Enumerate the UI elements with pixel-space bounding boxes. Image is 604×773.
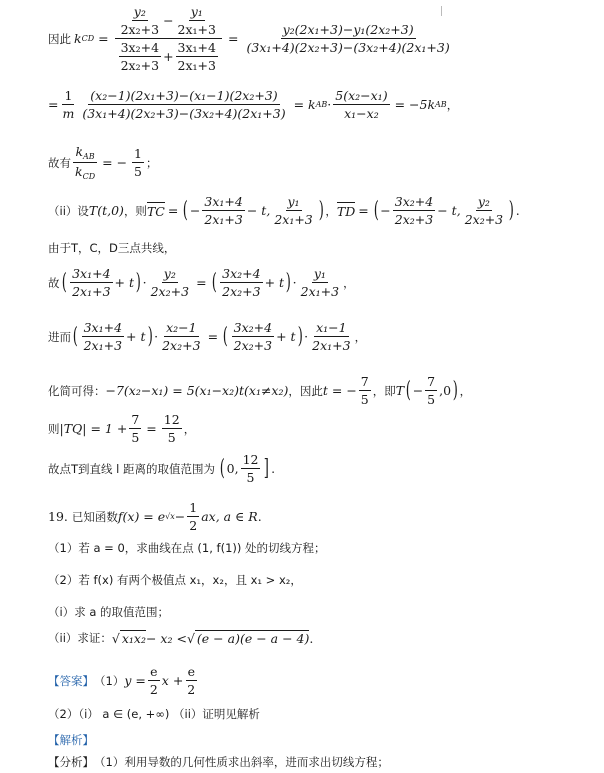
- end: .: [515, 203, 520, 218]
- question-number: 19.: [48, 509, 68, 524]
- dot: ·: [292, 275, 297, 290]
- den: 5: [131, 430, 140, 445]
- separator: ，: [325, 203, 337, 218]
- num: 3x₁+4: [83, 320, 123, 335]
- den: 5: [134, 164, 142, 179]
- rest: ax, a ∈ R: [201, 509, 258, 524]
- text-mid: ，因此: [288, 383, 323, 398]
- k-symbol: k: [74, 31, 82, 46]
- mid: − x₂ <: [145, 630, 187, 646]
- den: 2x₁+3: [312, 338, 351, 353]
- num: y₂: [163, 266, 176, 281]
- question-text: 已知函数: [71, 509, 118, 524]
- end: .: [257, 509, 262, 524]
- equals: =: [207, 329, 219, 344]
- function: f(x) = e: [117, 509, 166, 524]
- k-sub: AB: [315, 100, 328, 109]
- end: .: [309, 630, 314, 646]
- answer-line: [48, 664, 199, 697]
- minus: −: [174, 509, 186, 524]
- tail-sub: AB: [435, 100, 447, 109]
- den: 2x₁+3: [72, 284, 111, 299]
- num: y₂: [477, 194, 490, 209]
- den: 2x₂+3: [464, 212, 504, 227]
- num: 3x₂+4: [233, 320, 273, 335]
- eq-line-4: （ii）设 T(t,0) ，则 TC = ( − $\frac{\text{3x₁+4}}{\text{2x₁+3}}$ − t, $\frac{\text{y₁}}{\text{2x₁+3}}$ ) ， TD = ( − $\frac{\text{3x₂+4}}{\text{2x₂+3}}$ − t, $\frac{\text{y₂}}{\text{2x₂+3}}$ ) .: [48, 194, 520, 227]
- den: 2x₂+3: [120, 58, 160, 73]
- big-fraction: [115, 4, 222, 73]
- tail: = −5k: [394, 97, 436, 112]
- num: 3x₁+4: [204, 194, 243, 209]
- den: 5: [427, 392, 436, 407]
- k-sub: CD: [81, 34, 95, 43]
- text-line-5: 由于T，C，D三点共线，: [48, 241, 176, 255]
- num: e: [150, 664, 158, 679]
- den: 2x₂+3: [394, 212, 434, 227]
- num: 3x₂+4: [394, 194, 434, 209]
- point-T: T: [395, 383, 405, 398]
- den: 2x₁+3: [177, 58, 216, 73]
- answer-label: 【答案】: [48, 673, 94, 688]
- k: k: [75, 144, 84, 159]
- vector-TD: TD: [336, 204, 356, 219]
- dot: ·: [142, 275, 147, 290]
- text-prefix: 故有: [48, 155, 71, 170]
- den: 2x₂+3: [222, 284, 261, 299]
- subquestion-2: （2）若 f(x) 有两个极值点 x₁，x₂，且 x₁ > x₂，: [48, 573, 302, 587]
- num: y₂(2x₁+3)−y₁(2x₂+3): [282, 22, 414, 37]
- num: 7: [131, 412, 140, 427]
- analysis-line: [48, 754, 389, 770]
- comma: ，: [446, 97, 459, 112]
- eq-line-3: [48, 144, 158, 181]
- eq-line-1: 因此 k CD = $\frac{\text{y₂}}{\text{2x₂+3}}$ − $\frac{\text{y₁}}{\text{2x₁+3}}$ $\frac{\text{3x₂+4}}{\text{2x₂+3}}$ + $\frac{\text{3x₁+4}}{\text{2x₁+3}}$ = $\frac{\text{y₂(2x₁+3)−y₁(2x₂+3)}}{\text{(3x₁+4)(2x₂+3)−(3x₂+4)(2x₁+3)}}$: [48, 4, 450, 73]
- k-equals: = k: [293, 97, 316, 112]
- equals: =: [146, 421, 157, 436]
- num: x₂−1: [166, 320, 197, 335]
- text-prefix: 故点T到直线 l 距离的取值范围为: [48, 461, 216, 476]
- num: x₁−1: [316, 320, 347, 335]
- den: m: [62, 106, 75, 121]
- tq-expr: |TQ| = 1 +: [59, 421, 128, 436]
- question-19: [48, 500, 262, 533]
- text-mid: ，即: [372, 383, 396, 398]
- den: 2: [149, 682, 158, 697]
- exponent: √x: [165, 512, 175, 521]
- den: 2: [189, 518, 198, 533]
- den: 5: [360, 392, 369, 407]
- den: 2x₁+3: [300, 284, 340, 299]
- k-sub: CD: [82, 172, 96, 181]
- dot: ·: [327, 97, 332, 112]
- text-prefix: （ii）设: [48, 203, 89, 218]
- text-prefix: （ii）求证：: [48, 631, 112, 645]
- den: x₁−x₂: [344, 106, 379, 121]
- num: 3x₂+4: [120, 40, 160, 55]
- eq-line-2: [48, 88, 458, 121]
- text-mid: ，则: [123, 203, 147, 218]
- den: 2x₁+3: [177, 22, 216, 37]
- k-sub: AB: [83, 152, 95, 161]
- num: 5(x₂−x₁): [335, 88, 388, 103]
- end: .: [271, 461, 276, 476]
- answer-line-2: （2）（i） a ∈ (e, +∞) （ii）证明见解析: [48, 707, 260, 721]
- den: 5: [167, 430, 176, 445]
- num: y₁: [287, 194, 300, 209]
- eq-line-7: 进而 ( $\frac{\text{3x₁+4}}{\text{2x₁+3}}$ + t ) · $\frac{\text{x₂−1}}{\text{2x₂+3}}$ = ( $\frac{\text{3x₂+4}}{\text{2x₂+3}}$ + t ) · $\frac{\text{x₁−1}}{\text{2x₁+3}}$ ，: [48, 320, 367, 353]
- num: 12: [242, 452, 259, 467]
- right-fraction: [244, 22, 451, 55]
- num: e: [187, 664, 195, 679]
- end: ；: [146, 155, 158, 170]
- num: 1: [64, 88, 73, 103]
- den: 2x₁+3: [83, 338, 123, 353]
- eq-line-6: 故 ( $\frac{\text{3x₁+4}}{\text{2x₁+3}}$ + t ) · $\frac{\text{y₂}}{\text{2x₂+3}}$ = ( $\frac{\text{3x₂+4}}{\text{2x₂+3}}$ + t ) · $\frac{\text{y₁}}{\text{2x₁+3}}$ ，: [48, 266, 355, 299]
- x-plus: x +: [161, 673, 184, 688]
- num: y₁: [313, 266, 326, 281]
- den: 2x₁+3: [274, 212, 313, 227]
- den: 2x₂+3: [162, 338, 201, 353]
- den: 2x₁+3: [204, 212, 243, 227]
- num: (x₂−1)(2x₁+3)−(x₁−1)(2x₂+3): [90, 88, 278, 103]
- plus-t: + t: [114, 275, 135, 290]
- subquestion-2ii: （ii）求证： √ x₁x₂ − x₂ < √ (e − a)(e − a − 4) .: [48, 630, 314, 646]
- plus: +: [163, 49, 174, 64]
- num: 3x₁+4: [72, 266, 111, 281]
- num: y₂: [133, 4, 146, 19]
- end: ，: [343, 275, 355, 290]
- plus-t: + t: [264, 275, 285, 290]
- den: 5: [246, 470, 255, 485]
- num: 3x₁+4: [177, 40, 216, 55]
- num: y₁: [190, 4, 203, 19]
- text-prefix: 化简可得：: [48, 383, 106, 398]
- equals: =: [98, 31, 109, 46]
- end: ，: [354, 329, 367, 344]
- equals: = −: [102, 155, 128, 170]
- end: ，: [183, 421, 196, 436]
- end: ，: [459, 383, 472, 398]
- text-prefix: 进而: [48, 329, 71, 344]
- y-equals: y =: [124, 673, 146, 688]
- analysis-label: 【解析】: [48, 733, 94, 747]
- eq-line-8: 化简可得： −7(x₂−x₁) = 5(x₁−x₂)t(x₁≠x₂) ，因此 t = − $\frac{7}{5}$ ，即 T ( − $\frac{7}{5}$ ,0 ) ，: [48, 374, 472, 407]
- num: 1: [134, 146, 142, 161]
- sqrt-arg: x₁x₂: [121, 631, 146, 646]
- text-prefix: 因此: [48, 31, 71, 46]
- num: 7: [360, 374, 369, 389]
- analysis-tag: 【分析】: [48, 755, 94, 769]
- den: 2x₂+3: [120, 22, 160, 37]
- num: 12: [163, 412, 180, 427]
- den: 2: [187, 682, 196, 697]
- den: (3x₁+4)(2x₂+3)−(3x₂+4)(2x₁+3): [246, 40, 450, 55]
- plus-t: + t: [126, 329, 146, 344]
- k: k: [75, 164, 83, 179]
- equals: =: [196, 275, 207, 290]
- expression: −7(x₂−x₁) = 5(x₁−x₂)t(x₁≠x₂): [105, 383, 289, 398]
- num: 7: [427, 374, 436, 389]
- point-T: T(t,0): [88, 203, 124, 218]
- minus: −: [163, 13, 174, 28]
- den: (3x₁+4)(2x₂+3)−(3x₂+4)(2x₁+3): [82, 106, 286, 121]
- analysis-text: （1）利用导数的几何性质求出斜率，进而求出切线方程；: [94, 755, 389, 769]
- num: 3x₂+4: [222, 266, 261, 281]
- den: 2x₂+3: [150, 284, 190, 299]
- sqrt-arg: (e − a)(e − a − 4): [196, 631, 310, 646]
- equals: =: [167, 203, 179, 218]
- eq-line-9: [48, 412, 195, 445]
- den: 2x₂+3: [233, 338, 273, 353]
- t-equals: t = −: [322, 383, 357, 398]
- text-prefix: 则: [48, 421, 60, 436]
- dot: ·: [154, 329, 159, 344]
- text-prefix: 故: [48, 275, 60, 290]
- num: 1: [189, 500, 198, 515]
- equals: =: [48, 97, 59, 112]
- subquestion-2i: （i）求 a 的取值范围；: [48, 605, 170, 619]
- tail: ,0: [439, 383, 452, 398]
- vector-TC: TC: [146, 204, 165, 219]
- eq-line-10: 故点T到直线 l 距离的取值范围为 ( 0, $\frac{12}{5}$ ] .: [48, 452, 276, 485]
- plus-t: + t: [276, 329, 296, 344]
- subquestion-1: （1）若 a = 0，求曲线在点 (1, f(1)) 处的切线方程；: [48, 541, 326, 555]
- equals: =: [358, 203, 369, 218]
- part-label: （1）: [94, 673, 125, 688]
- dot: ·: [304, 329, 309, 344]
